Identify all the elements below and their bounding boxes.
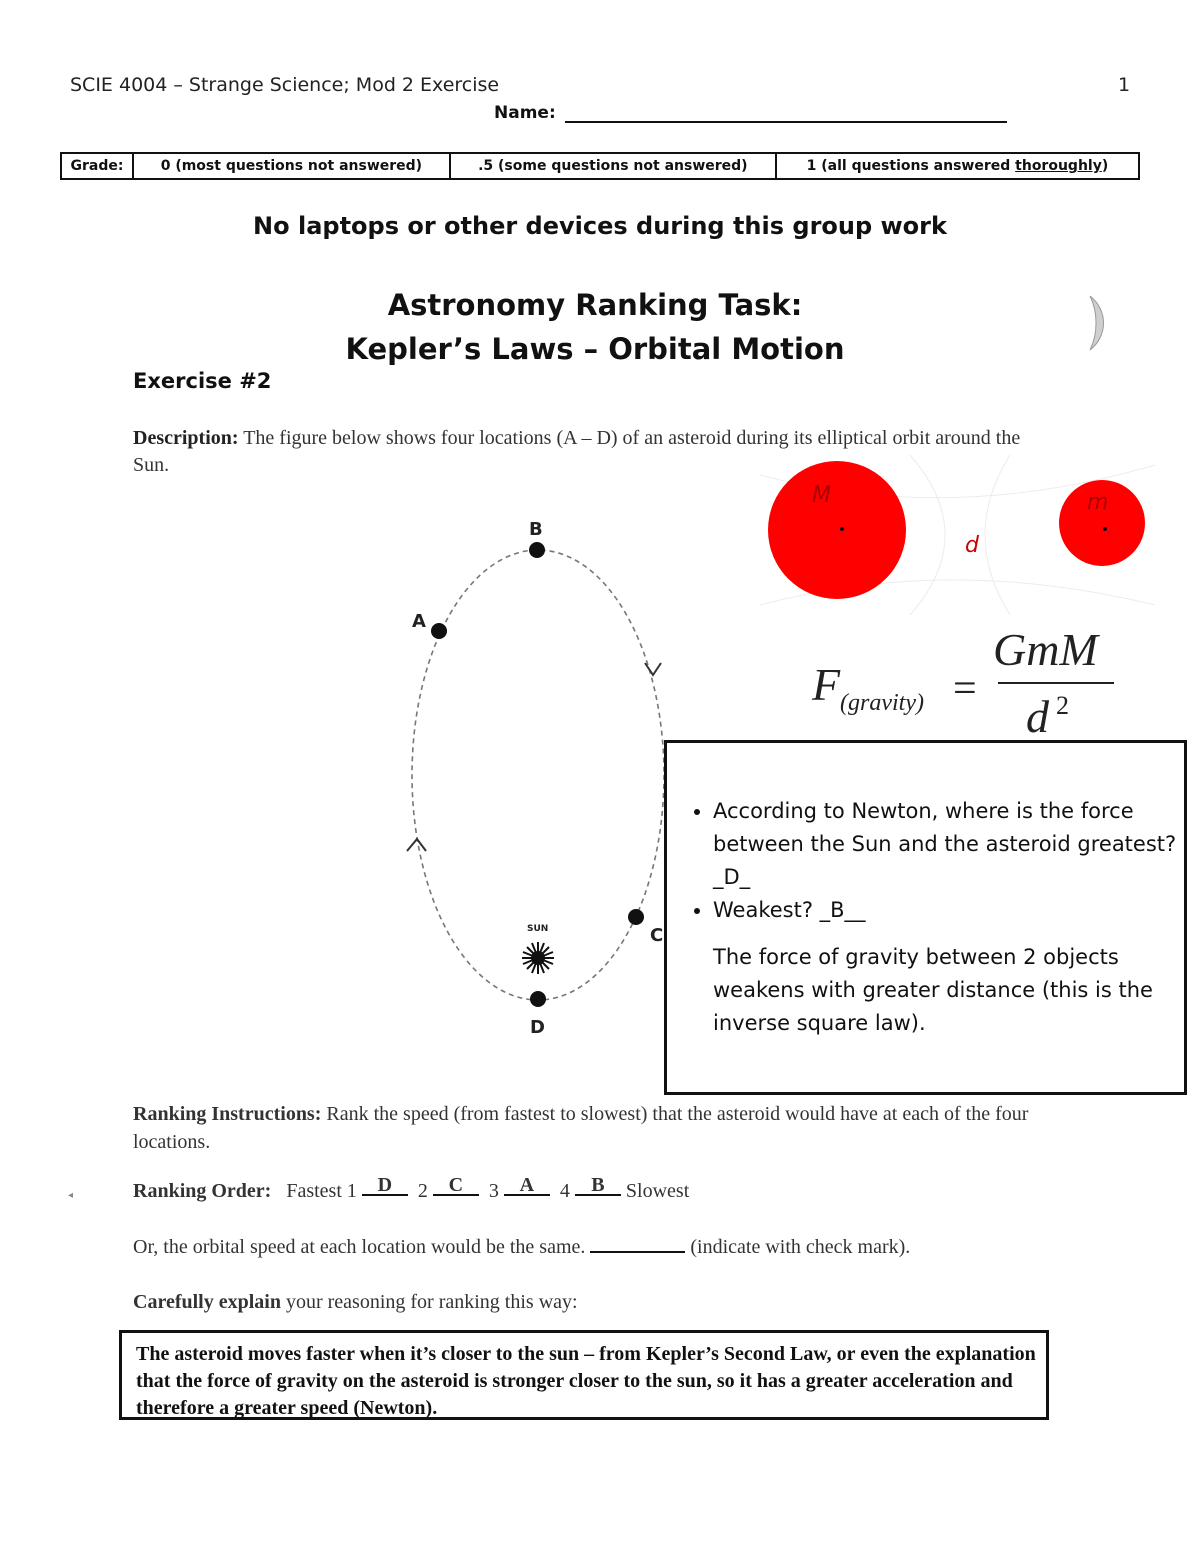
newton-question-box — [664, 740, 1187, 1095]
same-speed-checkmark-field[interactable] — [590, 1237, 685, 1253]
rank-slot-1[interactable]: D — [362, 1176, 408, 1196]
ranking-fastest-label: Fastest 1 — [286, 1180, 357, 1202]
ranking-instructions — [133, 1100, 1063, 1156]
grade-option-1-prefix: 1 (all questions answered — [806, 158, 1016, 174]
description-text: The figure below shows four locations (A – D) of an asteroid during its elliptical orbit around the Sun. — [133, 427, 1021, 476]
formula-denominator: d — [1026, 691, 1049, 740]
small-mass-center — [1103, 527, 1107, 531]
rank-slot-2[interactable]: C — [433, 1176, 479, 1196]
gravity-masses-figure — [760, 455, 1155, 615]
orbit-point-c — [628, 909, 644, 925]
rank-slot-4[interactable]: B — [575, 1176, 621, 1196]
gravity-formula — [810, 620, 1140, 740]
task-title-line1: Astronomy Ranking Task: — [387, 288, 803, 322]
course-header: SCIE 4004 – Strange Science; Mod 2 Exercise — [70, 74, 500, 96]
formula-f: F — [812, 659, 841, 710]
name-field[interactable] — [565, 121, 1007, 123]
mass-label-large: M — [812, 483, 831, 508]
same-speed-suffix: (indicate with check mark). — [690, 1236, 911, 1258]
ranking-instructions-text: Rank the speed (from fastest to slowest) that the asteroid would have at each of the four locations. — [133, 1103, 1029, 1153]
same-speed-text: Or, the orbital speed at each location would be the same. — [133, 1236, 586, 1258]
ranking-slowest-label: Slowest — [625, 1180, 690, 1202]
grade-option-half: .5 (some questions not answered) — [450, 153, 776, 179]
sun-label: SUN — [527, 924, 549, 934]
page-number: 1 — [1118, 74, 1131, 96]
orbit-label-a: A — [412, 611, 426, 632]
grade-option-1-suffix: ) — [1101, 158, 1109, 174]
grade-table — [60, 152, 1140, 180]
explain-text: your reasoning for ranking this way: — [285, 1291, 578, 1313]
orbit-point-a — [431, 623, 447, 639]
notice-heading: No laptops or other devices during this group work — [253, 212, 947, 240]
rank-number-3: 3 — [488, 1180, 499, 1202]
rank-number-4: 4 — [559, 1180, 570, 1202]
rank-number-2: 2 — [417, 1180, 428, 1202]
orbit-label-d: D — [530, 1017, 545, 1038]
explanation-answer-box[interactable]: The asteroid moves faster when it’s closer to the sun – from Kepler’s Second Law, or even the explanation that the force of gravity on the asteroid is stronger closer to the sun, so it has a greater acceleration and therefore a greater speed (Newton). — [119, 1330, 1049, 1420]
ranking-order — [133, 1174, 690, 1203]
formula-numerator: GmM — [993, 624, 1098, 675]
task-title — [0, 283, 1190, 371]
crescent-icon — [1082, 292, 1112, 354]
mass-label-small: m — [1087, 490, 1109, 515]
orbit-arrow-right — [645, 663, 661, 675]
newton-question-weakest: • Weakest? _B__ — [713, 894, 1184, 927]
inverse-square-note: The force of gravity between 2 objects weakens with greater distance (this is the inverse square law). — [713, 945, 1153, 1035]
description-label: Description: — [133, 427, 239, 449]
large-mass-center — [840, 527, 844, 531]
explain-prompt — [133, 1291, 578, 1314]
newton-question-greatest: • According to Newton, where is the force between the Sun and the asteroid greatest? _D_ — [713, 795, 1184, 894]
name-label: Name: — [494, 103, 556, 123]
same-speed-line — [133, 1236, 910, 1259]
explain-label: Carefully explain — [133, 1291, 281, 1313]
grade-label: Grade: — [61, 153, 133, 179]
grade-option-1 — [776, 153, 1139, 179]
exercise-number: Exercise #2 — [133, 369, 272, 393]
formula-subscript: (gravity) — [840, 690, 924, 716]
sun-icon — [522, 942, 554, 974]
task-title-line2: Kepler’s Laws – Orbital Motion — [345, 332, 845, 366]
orbit-label-b: B — [529, 519, 543, 540]
orbit-label-c: C — [650, 925, 664, 946]
orbit-point-d — [530, 991, 546, 1007]
large-mass — [768, 461, 906, 599]
grade-option-0: 0 (most questions not answered) — [133, 153, 450, 179]
ranking-instructions-label: Ranking Instructions: — [133, 1103, 322, 1125]
margin-marker-icon: ◂ — [68, 1190, 74, 1201]
formula-exponent: 2 — [1056, 691, 1069, 720]
ranking-order-label: Ranking Order: — [133, 1180, 272, 1202]
orbit-diagram — [380, 505, 680, 1045]
orbit-point-b — [529, 542, 545, 558]
orbit-arrow-left — [407, 839, 426, 851]
grade-option-1-emphasis: thoroughly — [1015, 158, 1102, 174]
rank-slot-3[interactable]: A — [504, 1176, 550, 1196]
distance-label: d — [965, 533, 979, 558]
formula-equals: = — [953, 666, 977, 712]
